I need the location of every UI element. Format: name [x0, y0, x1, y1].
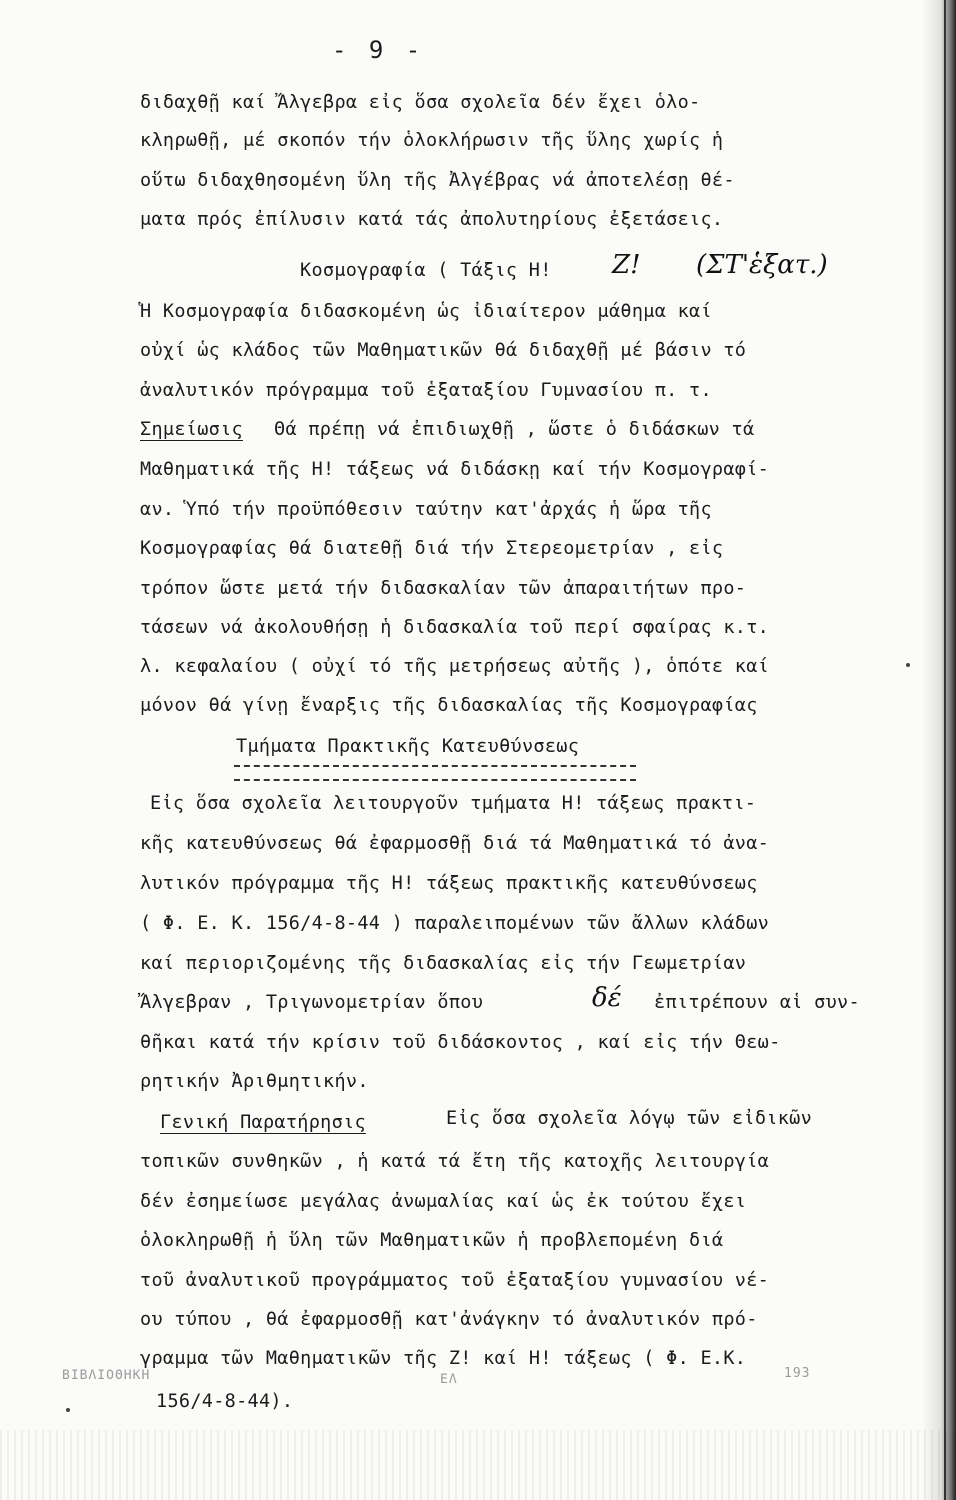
text-line: καί περιοριζομένης τῆς διδασκαλίας εἰς τήν Γεωμετρίαν — [140, 953, 747, 974]
handwritten-note: (ΣΤ'ἑξατ.) — [696, 250, 828, 280]
text-line: λ. κεφαλαίου ( οὐχί τό τῆς μετρήσεως αὐτῆς ), ὁπότε καί — [140, 656, 770, 677]
text-line: Ἡ Κοσμογραφία διδασκομένη ὡς ἰδιαίτερον μάθημα καί — [140, 301, 712, 322]
text-line: αν. Ὑπό τήν προϋπόθεσιν ταύτην κατ'ἀρχάς ἡ ὥρα τῆς — [140, 499, 712, 520]
library-stamp: ΒΙΒΛΙΟΘΗΚΗ — [62, 1368, 151, 1383]
text-line: κληρωθῇ, μέ σκοπόν τήν ὁλοκλήρωσιν τῆς ὕλης χωρίς ἡ — [140, 130, 724, 151]
text-line: μόνον θά γίνῃ ἔναρξις τῆς διδασκαλίας τῆς Κοσμογραφίας — [140, 695, 758, 716]
handwritten-note: Ζ! — [612, 250, 641, 280]
text-line: ἀναλυτικόν πρόγραμμα τοῦ ἑξαταξίου Γυμνασίου π. τ. — [140, 380, 712, 401]
text-line: ὁλοκληρωθῇ ἡ ὕλη τῶν Μαθηματικῶν ἡ προβλεπομένη διά — [140, 1230, 724, 1251]
text-line: ( Φ. Ε. Κ. 156/4-8-44 ) παραλειπομένων τῶν ἄλλων κλάδων — [140, 913, 770, 934]
text-line: τρόπον ὥστε μετά τήν διδασκαλίαν τῶν ἀπαραιτήτων προ- — [140, 578, 747, 599]
text-line: Εἰς ὅσα σχολεῖα λόγῳ τῶν εἰδικῶν — [446, 1108, 813, 1129]
double-underline — [234, 765, 636, 781]
text-line: κῆς κατευθύνσεως θά ἐφαρμοσθῇ διά τά Μαθηματικά τό ἀνα- — [140, 833, 770, 854]
note-label: Σημείωσις — [140, 419, 243, 440]
scan-edge-line — [944, 0, 946, 1500]
text-line: διδαχθῇ καί Ἄλγεβρα εἰς ὅσα σχολεῖα δέν ἔχει ὁλο- — [140, 92, 701, 113]
handwritten-insert: δέ — [592, 983, 622, 1013]
text-line: ου τύπου , θά ἐφαρμοσθῇ κατ'ἀνάγκην τό ἀναλυτικόν πρό- — [140, 1309, 758, 1330]
text-line: ἐπιτρέπουν αἱ συν- — [654, 992, 860, 1013]
text-line: οὕτω διδαχθησομένη ὕλη τῆς Ἀλγέβρας νά ἀποτελέσῃ θέ- — [140, 170, 735, 191]
text-line: θῆκαι κατά τήν κρίσιν τοῦ διδάσκοντος , καί εἰς τήν Θεω- — [140, 1032, 781, 1053]
text-line: Εἰς ὅσα σχολεῖα λειτουργοῦν τμήματα Η! τάξεως πρακτι- — [150, 793, 757, 814]
text-line: λυτικόν πρόγραμμα τῆς Η! τάξεως πρακτικῆς κατευθύνσεως — [140, 873, 758, 894]
scan-mark — [66, 1408, 70, 1412]
scan-mark — [906, 663, 910, 667]
text-line: τοπικῶν συνθηκῶν , ἡ κατά τά ἔτη τῆς κατοχῆς λειτουργία — [140, 1151, 770, 1172]
text-line: 156/4-8-44). — [156, 1391, 294, 1412]
text-line: ματα πρός ἐπίλυσιν κατά τάς ἀπολυτηρίους ἐξετάσεις. — [140, 209, 724, 230]
text-line: τοῦ ἀναλυτικοῦ προγράμματος τοῦ ἑξαταξίου γυμνασίου νέ- — [140, 1270, 770, 1291]
section-heading: Τμήματα Πρακτικῆς Κατευθύνσεως — [236, 736, 580, 757]
library-stamp: ΕΛ — [440, 1372, 458, 1387]
text-line: ρητικήν Ἀριθμητικήν. — [140, 1071, 369, 1092]
library-stamp: 193 — [784, 1366, 811, 1381]
text-line: οὐχί ὡς κλάδος τῶν Μαθηματικῶν θά διδαχθῇ μέ βάσιν τό — [140, 340, 747, 361]
text-line: Ἄλγεβραν , Τριγωνομετρίαν ὅπου — [140, 992, 484, 1013]
text-line: δέν ἐσημείωσε μεγάλας ἀνωμαλίας καί ὡς ἐκ τούτου ἔχει — [140, 1191, 747, 1212]
text-line: Μαθηματικά τῆς Η! τάξεως νά διδάσκῃ καί τήν Κοσμογραφί- — [140, 459, 770, 480]
text-line: τάσεων νά ἀκολουθήσῃ ἡ διδασκαλία τοῦ περί σφαίρας κ.τ. — [140, 617, 770, 638]
text-line: Θά πρέπῃ νά ἐπιδιωχθῇ , ὥστε ὁ διδάσκων τά — [274, 419, 755, 440]
scan-edge-shadow — [922, 0, 956, 1500]
section-heading: Κοσμογραφία ( Τάξις Η! — [300, 260, 552, 281]
page-number: - 9 - — [332, 36, 425, 64]
remark-label: Γενική Παρατήρησις — [160, 1112, 366, 1133]
scan-noise — [0, 1430, 956, 1500]
text-line: Κοσμογραφίας θά διατεθῇ διά τήν Στερεομετρίαν , εἰς — [140, 538, 724, 559]
text-line: γραμμα τῶν Μαθηματικῶν τῆς Ζ! καί Η! τάξεως ( Φ. Ε.Κ. — [140, 1348, 747, 1369]
